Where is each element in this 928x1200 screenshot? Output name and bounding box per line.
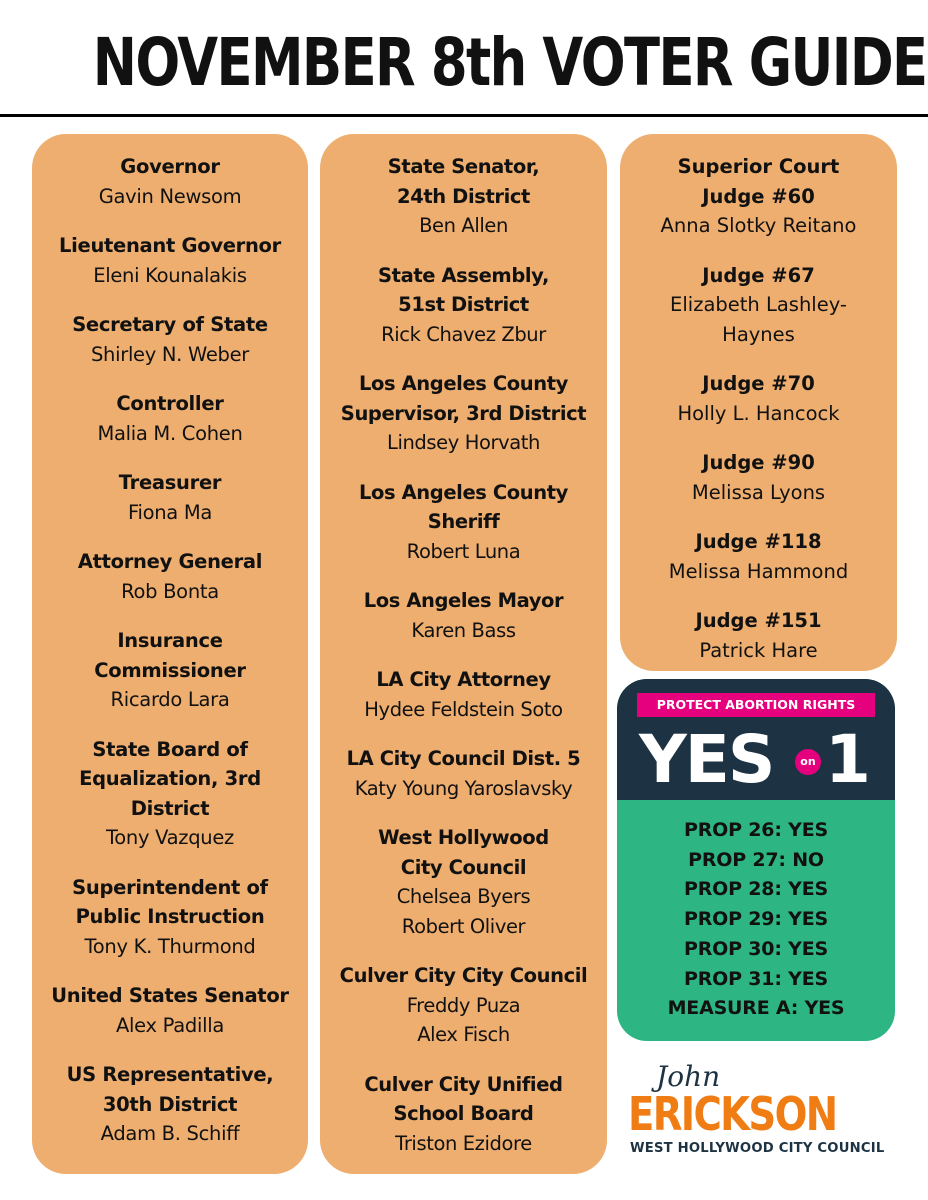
judges-panel [620,134,897,671]
race-entry [620,606,897,665]
office-title: Los Angeles Mayor [363,589,564,612]
logo-subtitle: WEST HOLLYWOOD CITY COUNCIL [630,1141,885,1156]
yes-text: YES [639,721,774,798]
prop-item: PROP 26: YES [684,819,828,841]
local-offices-panel [320,134,607,1174]
race-entry [320,586,607,645]
office-title: Culver City Unified School Board [364,1072,563,1125]
candidate-name: Gavin Newsom [98,184,242,208]
office-title: State Assembly, 51st District [378,263,549,316]
office-title: Insurance Commissioner [94,629,246,682]
office-title: Judge #118 [695,530,822,553]
race-entry [320,1070,607,1159]
candidate-name: Patrick Hare [699,638,818,662]
race-entry [320,152,607,241]
race-entry [32,1060,308,1149]
office-title: LA City Council Dist. 5 [346,747,581,770]
office-title: Lieutenant Governor [59,234,281,257]
race-entry [620,448,897,507]
candidate-name: Malia M. Cohen [97,421,243,445]
race-entry [620,152,897,241]
office-title: Superintendent of Public Instruction [72,875,268,928]
office-title: Superior Court Judge #60 [677,155,840,208]
office-title: Treasurer [118,471,222,494]
race-entry [620,527,897,586]
race-entry [32,981,308,1040]
race-entry [320,261,607,350]
candidate-name: Adam B. Schiff [100,1122,240,1145]
erickson-logo [628,1062,898,1162]
prop-item: PROP 28: YES [684,878,828,901]
prop-number: 1 [825,721,871,798]
candidate-name: Holly L. Hancock [677,401,840,425]
yes-on-1-banner [617,679,895,800]
office-title: United States Senator [51,984,289,1007]
office-title: Culver City City Council [339,964,588,987]
title-divider [0,114,928,117]
candidate-name: Triston Ezidore [395,1131,532,1155]
office-title: Governor [120,155,220,178]
candidate-name: Tony Vazquez [105,826,234,849]
race-entry [32,231,308,290]
candidate-name: Rob Bonta [121,579,219,603]
candidate-name: Elizabeth Lashley- Haynes [670,293,847,346]
candidate-name: Ricardo Lara [110,688,230,711]
office-title: Judge #90 [702,451,815,474]
race-entry [32,389,308,448]
office-title: Judge #67 [702,263,815,287]
race-entry [620,369,897,428]
prop-item: PROP 29: YES [684,908,828,931]
office-title: Controller [116,392,224,415]
race-entry [320,823,607,941]
logo-surname: ERICKSON [628,1087,837,1141]
candidate-name: Chelsea Byers Robert Oliver [396,885,531,938]
office-title: Judge #70 [702,372,815,395]
prop-item: PROP 31: YES [684,967,828,990]
race-entry [32,626,308,715]
candidate-name: Lindsey Horvath [386,431,541,454]
candidate-name: Robert Luna [406,539,521,563]
propositions-list [617,816,895,1024]
race-entry [32,873,308,962]
race-entry [32,547,308,606]
protect-abortion-rights-tag: PROTECT ABORTION RIGHTS [637,693,875,717]
candidate-name: Anna Slotky Reitano [660,214,857,237]
prop-item: MEASURE A: YES [667,997,845,1020]
propositions-card [617,679,895,1041]
race-entry [320,665,607,724]
office-title: West Hollywood City Council [378,826,549,879]
candidate-name: Katy Young Yaroslavsky [354,776,573,800]
prop-item: PROP 30: YES [684,937,828,960]
race-entry [32,152,308,211]
race-entry [320,961,607,1050]
logo-script-name: John [656,1060,721,1093]
race-entry [32,735,308,853]
state-offices-panel [32,134,308,1174]
office-title: Attorney General [77,550,263,573]
candidate-name: Tony K. Thurmond [84,934,256,958]
race-entry [320,744,607,803]
page-title: NOVEMBER 8th VOTER GUIDE [92,24,927,101]
race-entry [32,468,308,527]
race-entry [32,310,308,369]
office-title: State Board of Equalization, 3rd District [79,737,261,820]
candidate-name: Ben Allen [419,214,508,237]
office-title: LA City Attorney [376,668,551,691]
office-title: Los Angeles County Sheriff [359,480,568,533]
race-entry [620,261,897,350]
candidate-name: Hydee Feldstein Soto [364,697,563,721]
candidate-name: Melissa Hammond [668,559,849,583]
race-entry [320,478,607,567]
race-entry [320,369,607,458]
office-title: Secretary of State [72,313,268,336]
office-title: Los Angeles County Supervisor, 3rd District [340,372,587,425]
candidate-name: Shirley N. Weber [90,342,250,366]
on-badge: on [795,749,821,775]
office-title: Judge #151 [695,609,822,632]
prop-item: PROP 27: NO [688,848,824,871]
office-title: State Senator, 24th District [387,155,540,208]
candidate-name: Alex Padilla [116,1013,224,1037]
candidate-name: Freddy Puza Alex Fisch [406,993,521,1046]
candidate-name: Fiona Ma [127,500,213,524]
office-title: US Representative, 30th District [66,1063,274,1116]
candidate-name: Melissa Lyons [691,480,826,504]
candidate-name: Rick Chavez Zbur [381,322,546,346]
candidate-name: Karen Bass [411,618,516,642]
candidate-name: Eleni Kounalakis [93,263,247,287]
